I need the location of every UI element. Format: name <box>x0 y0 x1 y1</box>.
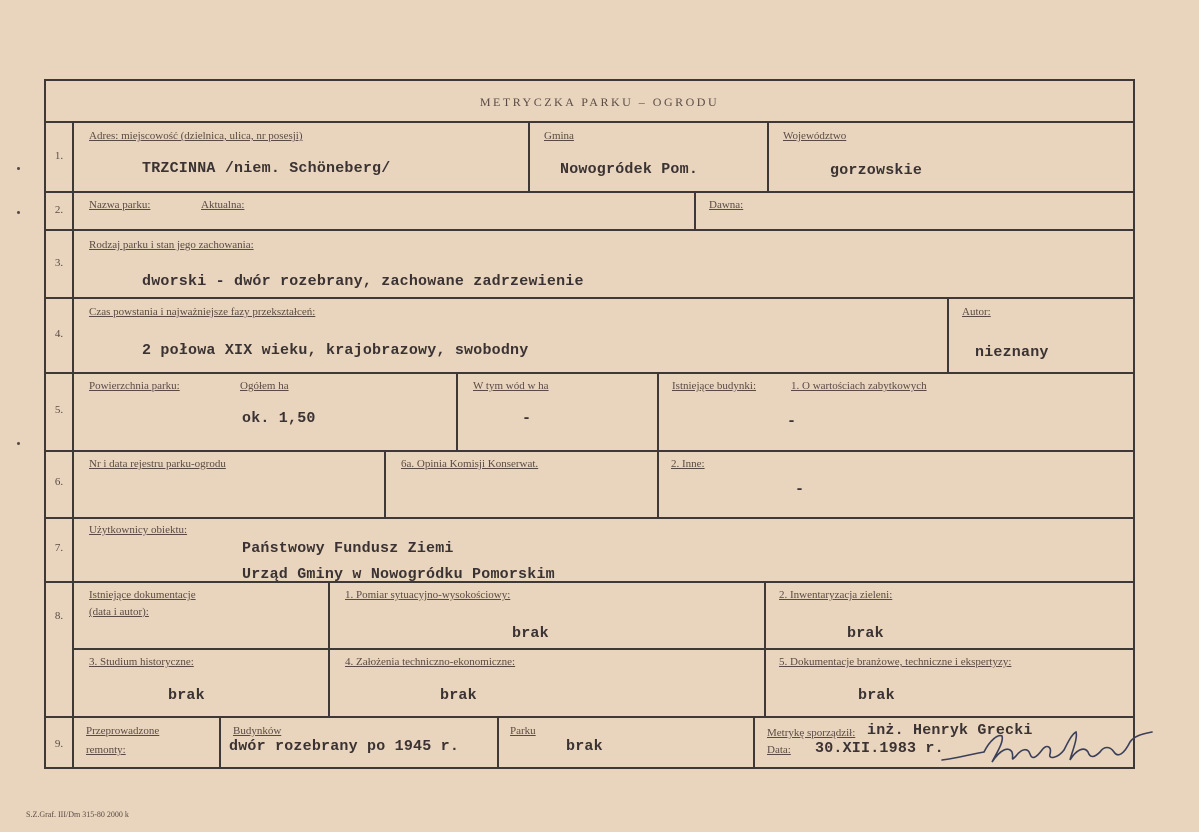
row-divider <box>44 581 1135 583</box>
row-divider <box>72 648 1135 650</box>
row-divider <box>44 191 1135 193</box>
row-number: 8. <box>54 610 64 622</box>
buildings-renovation-value: dwór rozebrany po 1945 r. <box>229 738 460 755</box>
number-column-divider <box>72 121 74 769</box>
prepared-by-label: Metrykę sporządził: <box>767 727 856 739</box>
cell-divider <box>657 450 659 517</box>
technical-assumptions-value: brak <box>440 687 477 704</box>
heritage-buildings-value: - <box>787 413 797 430</box>
author-value: nieznany <box>975 344 1049 361</box>
historical-study-value: brak <box>168 687 205 704</box>
prepared-by-value: inż. Henryk Grecki <box>867 722 1033 739</box>
cell-divider <box>219 716 221 769</box>
branch-docs-label: 5. Dokumentacje branżowe, techniczne i ekspertyzy: <box>779 656 1012 668</box>
row-number: 7. <box>54 542 64 554</box>
row-number: 6. <box>54 476 64 488</box>
row-number: 2. <box>54 204 64 216</box>
area-label: Powierzchnia parku: <box>89 380 180 392</box>
gmina-value: Nowogródek Pom. <box>560 161 699 178</box>
total-area-label: Ogółem ha <box>240 380 289 392</box>
wojewodztwo-label: Województwo <box>783 130 847 142</box>
cell-divider <box>497 716 499 769</box>
renovations-label: Przeprowadzone <box>86 725 160 737</box>
margin-mark <box>17 211 20 214</box>
cell-divider <box>528 121 530 191</box>
user-2-value: Urząd Gminy w Nowogródku Pomorskim <box>242 566 555 583</box>
other-buildings-value: - <box>795 481 805 498</box>
cell-divider <box>694 191 696 229</box>
branch-docs-value: brak <box>858 687 895 704</box>
park-renovation-label: Parku <box>510 725 536 737</box>
address-label: Adres: miejscowość (dzielnica, ulica, nr posesji) <box>89 130 303 142</box>
row-number: 4. <box>54 328 64 340</box>
park-name-label: Nazwa parku: <box>89 199 151 211</box>
cell-divider <box>657 372 659 450</box>
cell-divider <box>328 581 330 716</box>
park-renovation-value: brak <box>566 738 603 755</box>
date-label: Data: <box>767 744 791 756</box>
row-number: 3. <box>54 257 64 269</box>
water-area-value: - <box>522 410 532 427</box>
register-label: Nr i data rejestru parku-ogrodu <box>89 458 226 470</box>
cell-divider <box>384 450 386 517</box>
creation-time-label: Czas powstania i najważniejsze fazy przekształceń: <box>89 306 316 318</box>
buildings-renovation-label: Budynków <box>233 725 282 737</box>
row-divider <box>44 121 1135 123</box>
cell-divider <box>947 297 949 372</box>
print-code: S.Z.Graf. III/Dm 315-80 2000 k <box>26 810 129 819</box>
wojewodztwo-value: gorzowskie <box>830 162 923 179</box>
user-1-value: Państwowy Fundusz Ziemi <box>242 540 454 557</box>
technical-assumptions-label: 4. Założenia techniczno-ekonomiczne: <box>345 656 516 668</box>
water-area-label: W tym wód w ha <box>473 380 549 392</box>
cell-divider <box>767 121 769 191</box>
row-number: 1. <box>54 150 64 162</box>
heritage-buildings-label: 1. O wartościach zabytkowych <box>791 380 927 392</box>
other-buildings-label: 2. Inne: <box>671 458 705 470</box>
author-label: Autor: <box>962 306 991 318</box>
row-number: 9. <box>54 738 64 750</box>
form-title: METRYCZKA PARKU – OGRODU <box>479 95 720 109</box>
park-type-value: dworski - dwór rozebrany, zachowane zadrzewienie <box>142 273 584 290</box>
documentation-sublabel: (data i autor): <box>89 606 149 618</box>
margin-mark <box>17 442 20 445</box>
conservation-opinion-label: 6a. Opinia Komisji Konserwat. <box>401 458 539 470</box>
users-label: Użytkownicy obiektu: <box>89 524 188 536</box>
cell-divider <box>764 581 766 716</box>
creation-time-value: 2 połowa XIX wieku, krajobrazowy, swobodny <box>142 342 529 359</box>
gmina-label: Gmina <box>544 130 574 142</box>
survey-value: brak <box>512 625 549 642</box>
row-divider <box>44 716 1135 718</box>
address-value: TRZCINNA /niem. Schöneberg/ <box>142 160 391 177</box>
total-area-value: ok. 1,50 <box>242 410 316 427</box>
inventory-value: brak <box>847 625 884 642</box>
existing-buildings-label: Istniejące budynki: <box>672 380 757 392</box>
inventory-label: 2. Inwentaryzacja zieleni: <box>779 589 893 601</box>
cell-divider <box>753 716 755 769</box>
cell-divider <box>456 372 458 450</box>
former-name-label: Dawna: <box>709 199 744 211</box>
row-divider <box>44 450 1135 452</box>
row-divider <box>44 517 1135 519</box>
row-number: 5. <box>54 404 64 416</box>
handwritten-signature <box>938 728 1158 770</box>
date-value: 30.XII.1983 r. <box>815 740 944 757</box>
margin-mark <box>17 167 20 170</box>
survey-label: 1. Pomiar sytuacyjno-wysokościowy: <box>345 589 511 601</box>
historical-study-label: 3. Studium historyczne: <box>89 656 194 668</box>
row-divider <box>44 229 1135 231</box>
park-type-label: Rodzaj parku i stan jego zachowania: <box>89 239 254 251</box>
renovations-sublabel: remonty: <box>86 744 126 756</box>
current-name-label: Aktualna: <box>201 199 245 211</box>
documentation-label: Istniejące dokumentacje <box>89 589 196 601</box>
row-divider <box>44 297 1135 299</box>
row-divider <box>44 372 1135 374</box>
